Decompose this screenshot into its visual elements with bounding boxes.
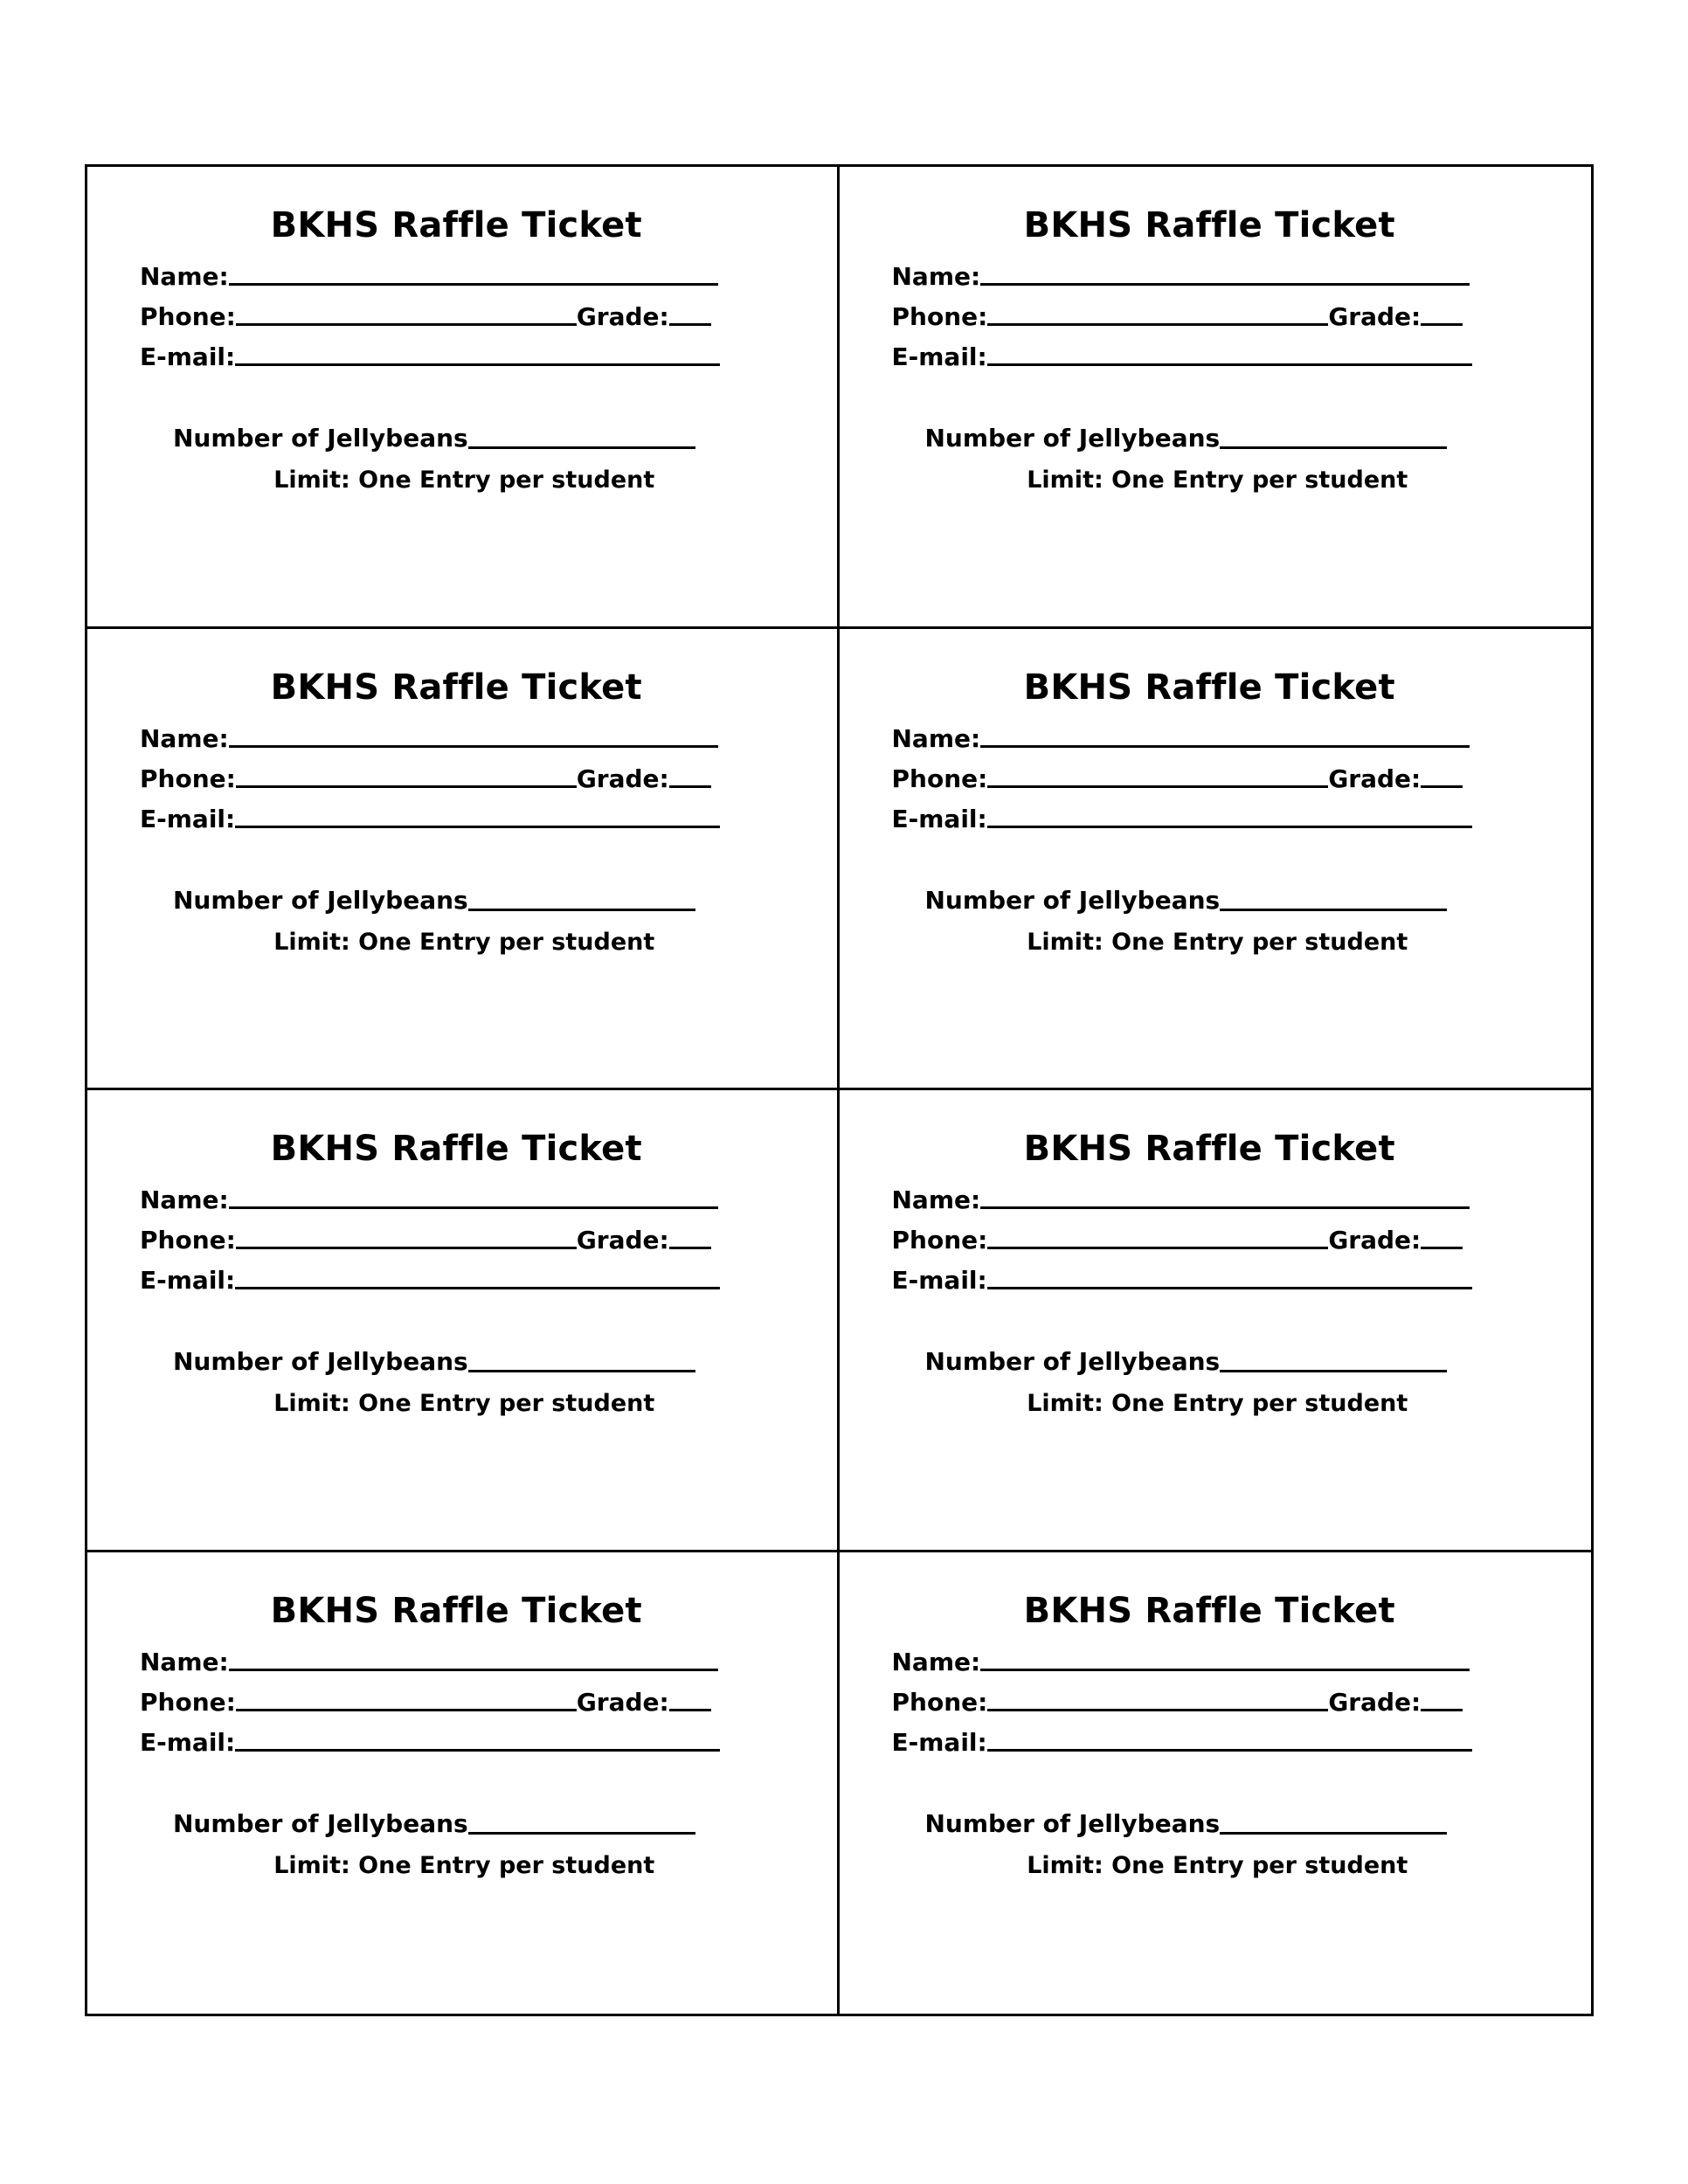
raffle-ticket [840,1552,1592,2015]
phone-label: Phone: [891,302,988,331]
email-label: E-mail: [891,1266,987,1295]
grade-input-line[interactable] [1421,1709,1463,1711]
jellybeans-label: Number of Jellybeans [924,885,1221,915]
ticket-content [840,1552,1592,2015]
name-row [140,723,798,753]
ticket-title: BKHS Raffle Ticket [270,667,642,708]
email-row [140,1268,798,1293]
ticket-title: BKHS Raffle Ticket [1023,667,1395,708]
name-row [891,723,1553,753]
grade-label: Grade: [1328,1226,1422,1254]
jellybeans-input-line[interactable] [468,1370,695,1372]
name-row [891,262,1553,291]
phone-grade-row [140,302,798,331]
ticket-content [87,1090,837,1550]
grade-label: Grade: [576,1226,669,1254]
name-input-line[interactable] [229,1669,718,1671]
email-input-line[interactable] [235,826,720,828]
email-label: E-mail: [140,342,236,371]
ticket-content [840,1090,1592,1550]
email-input-line[interactable] [987,1749,1472,1752]
grade-input-line[interactable] [669,785,711,788]
name-row [891,1647,1553,1676]
phone-label: Phone: [140,1226,236,1254]
jellybeans-label: Number of Jellybeans [924,1347,1221,1376]
ticket-fields [891,1647,1553,1757]
ticket-content [87,1552,837,2015]
grade-input-line[interactable] [669,323,711,326]
phone-label: Phone: [891,764,988,793]
name-label: Name: [891,262,981,291]
email-row [140,342,798,371]
name-input-line[interactable] [229,745,718,748]
jellybeans-input-line[interactable] [468,446,695,449]
name-row [140,262,798,291]
name-row [140,1185,798,1214]
limit-text: Limit: One Entry per student [273,1390,655,1417]
jellybeans-input-line[interactable] [1220,1832,1447,1835]
email-label: E-mail: [891,1727,987,1757]
phone-grade-row [891,302,1553,331]
ticket-fields [891,723,1553,833]
jellybeans-input-line[interactable] [1220,446,1447,449]
limit-text: Limit: One Entry per student [273,928,655,956]
phone-input-line[interactable] [236,1709,577,1711]
limit-text: Limit: One Entry per student [1027,467,1408,494]
ticket-title: BKHS Raffle Ticket [270,1590,642,1631]
grade-input-line[interactable] [669,1709,711,1711]
jellybeans-label: Number of Jellybeans [173,1347,468,1376]
jellybeans-label: Number of Jellybeans [173,885,468,915]
phone-label: Phone: [891,1226,988,1254]
email-label: E-mail: [891,804,987,833]
ticket-fields [140,1185,798,1295]
grade-label: Grade: [1328,1687,1422,1717]
name-label: Name: [140,1647,229,1676]
phone-grade-row [891,1687,1553,1717]
raffle-ticket [840,1090,1592,1552]
jellybeans-input-line[interactable] [468,909,695,911]
phone-input-line[interactable] [236,785,577,788]
raffle-ticket [87,629,840,1091]
raffle-ticket [840,629,1592,1091]
phone-input-line[interactable] [987,1247,1328,1249]
email-input-line[interactable] [987,826,1472,828]
phone-input-line[interactable] [987,785,1328,788]
ticket-grid [85,164,1594,2016]
ticket-fields [891,1185,1553,1295]
name-input-line[interactable] [980,1206,1470,1209]
jellybeans-label: Number of Jellybeans [924,424,1221,453]
email-label: E-mail: [140,1266,236,1295]
jellybeans-row [140,886,798,915]
ticket-title: BKHS Raffle Ticket [1023,1129,1395,1169]
name-label: Name: [140,1185,229,1214]
ticket-fields [140,1647,798,1757]
name-input-line[interactable] [980,283,1470,286]
grade-input-line[interactable] [1421,785,1463,788]
phone-label: Phone: [140,302,236,331]
email-row [891,804,1553,833]
jellybeans-label: Number of Jellybeans [173,424,468,453]
email-label: E-mail: [891,342,987,371]
phone-grade-row [140,1228,798,1253]
limit-text: Limit: One Entry per student [1027,928,1408,956]
email-label: E-mail: [140,804,236,833]
email-row [891,342,1553,371]
phone-input-line[interactable] [987,323,1328,326]
grade-input-line[interactable] [1421,323,1463,326]
jellybeans-row [140,424,798,453]
email-input-line[interactable] [987,1287,1472,1289]
name-label: Name: [140,262,229,291]
grade-label: Grade: [576,302,669,331]
name-input-line[interactable] [980,745,1470,748]
grade-label: Grade: [576,764,669,793]
name-label: Name: [891,1647,981,1676]
jellybeans-row [892,424,1553,453]
phone-grade-row [140,764,798,793]
phone-label: Phone: [140,764,236,793]
name-label: Name: [891,723,981,753]
ticket-title: BKHS Raffle Ticket [270,1129,642,1169]
phone-input-line[interactable] [987,1709,1328,1711]
email-row [892,1268,1553,1293]
jellybeans-input-line[interactable] [1220,909,1447,911]
name-label: Name: [891,1185,981,1214]
jellybeans-label: Number of Jellybeans [924,1808,1221,1838]
ticket-title: BKHS Raffle Ticket [1023,1590,1395,1631]
raffle-ticket [87,1090,840,1552]
limit-text: Limit: One Entry per student [1027,1851,1408,1879]
email-input-line[interactable] [235,1749,720,1752]
email-label: E-mail: [140,1727,236,1757]
jellybeans-label: Number of Jellybeans [173,1808,468,1838]
grade-label: Grade: [576,1687,669,1717]
ticket-content [87,167,837,626]
ticket-title: BKHS Raffle Ticket [1023,205,1395,245]
email-row [140,1727,798,1757]
email-input-line[interactable] [235,363,720,366]
grade-label: Grade: [1328,302,1422,331]
phone-label: Phone: [891,1687,988,1717]
ticket-fields [140,262,798,371]
email-row [891,1727,1553,1757]
phone-label: Phone: [140,1687,236,1717]
raffle-ticket [87,1552,840,2015]
phone-grade-row [140,1687,798,1717]
phone-input-line[interactable] [236,1247,577,1249]
email-input-line[interactable] [987,363,1472,366]
jellybeans-input-line[interactable] [468,1832,695,1835]
jellybeans-row [140,1809,798,1838]
limit-text: Limit: One Entry per student [273,1851,655,1879]
name-input-line[interactable] [229,1206,718,1209]
limit-text: Limit: One Entry per student [1027,1390,1408,1417]
limit-text: Limit: One Entry per student [273,467,655,494]
phone-grade-row [891,764,1553,793]
ticket-content [840,629,1592,1089]
name-input-line[interactable] [229,283,718,286]
ticket-content [840,167,1592,626]
email-row [140,804,798,833]
phone-grade-row [892,1228,1553,1253]
name-row [140,1647,798,1676]
email-input-line[interactable] [235,1287,720,1289]
name-input-line[interactable] [980,1669,1470,1671]
ticket-content [87,629,837,1089]
jellybeans-row [892,886,1553,915]
grade-input-line[interactable] [1421,1247,1463,1249]
grade-input-line[interactable] [669,1247,711,1249]
ticket-fields [140,723,798,833]
grade-label: Grade: [1328,764,1422,793]
raffle-ticket [87,167,840,629]
jellybeans-input-line[interactable] [1220,1370,1447,1372]
name-row [891,1185,1553,1214]
jellybeans-row [892,1347,1553,1376]
raffle-ticket [840,167,1592,629]
jellybeans-row [892,1809,1553,1838]
ticket-fields [891,262,1553,371]
ticket-title: BKHS Raffle Ticket [270,205,642,245]
phone-input-line[interactable] [236,323,577,326]
jellybeans-row [140,1347,798,1376]
name-label: Name: [140,723,229,753]
